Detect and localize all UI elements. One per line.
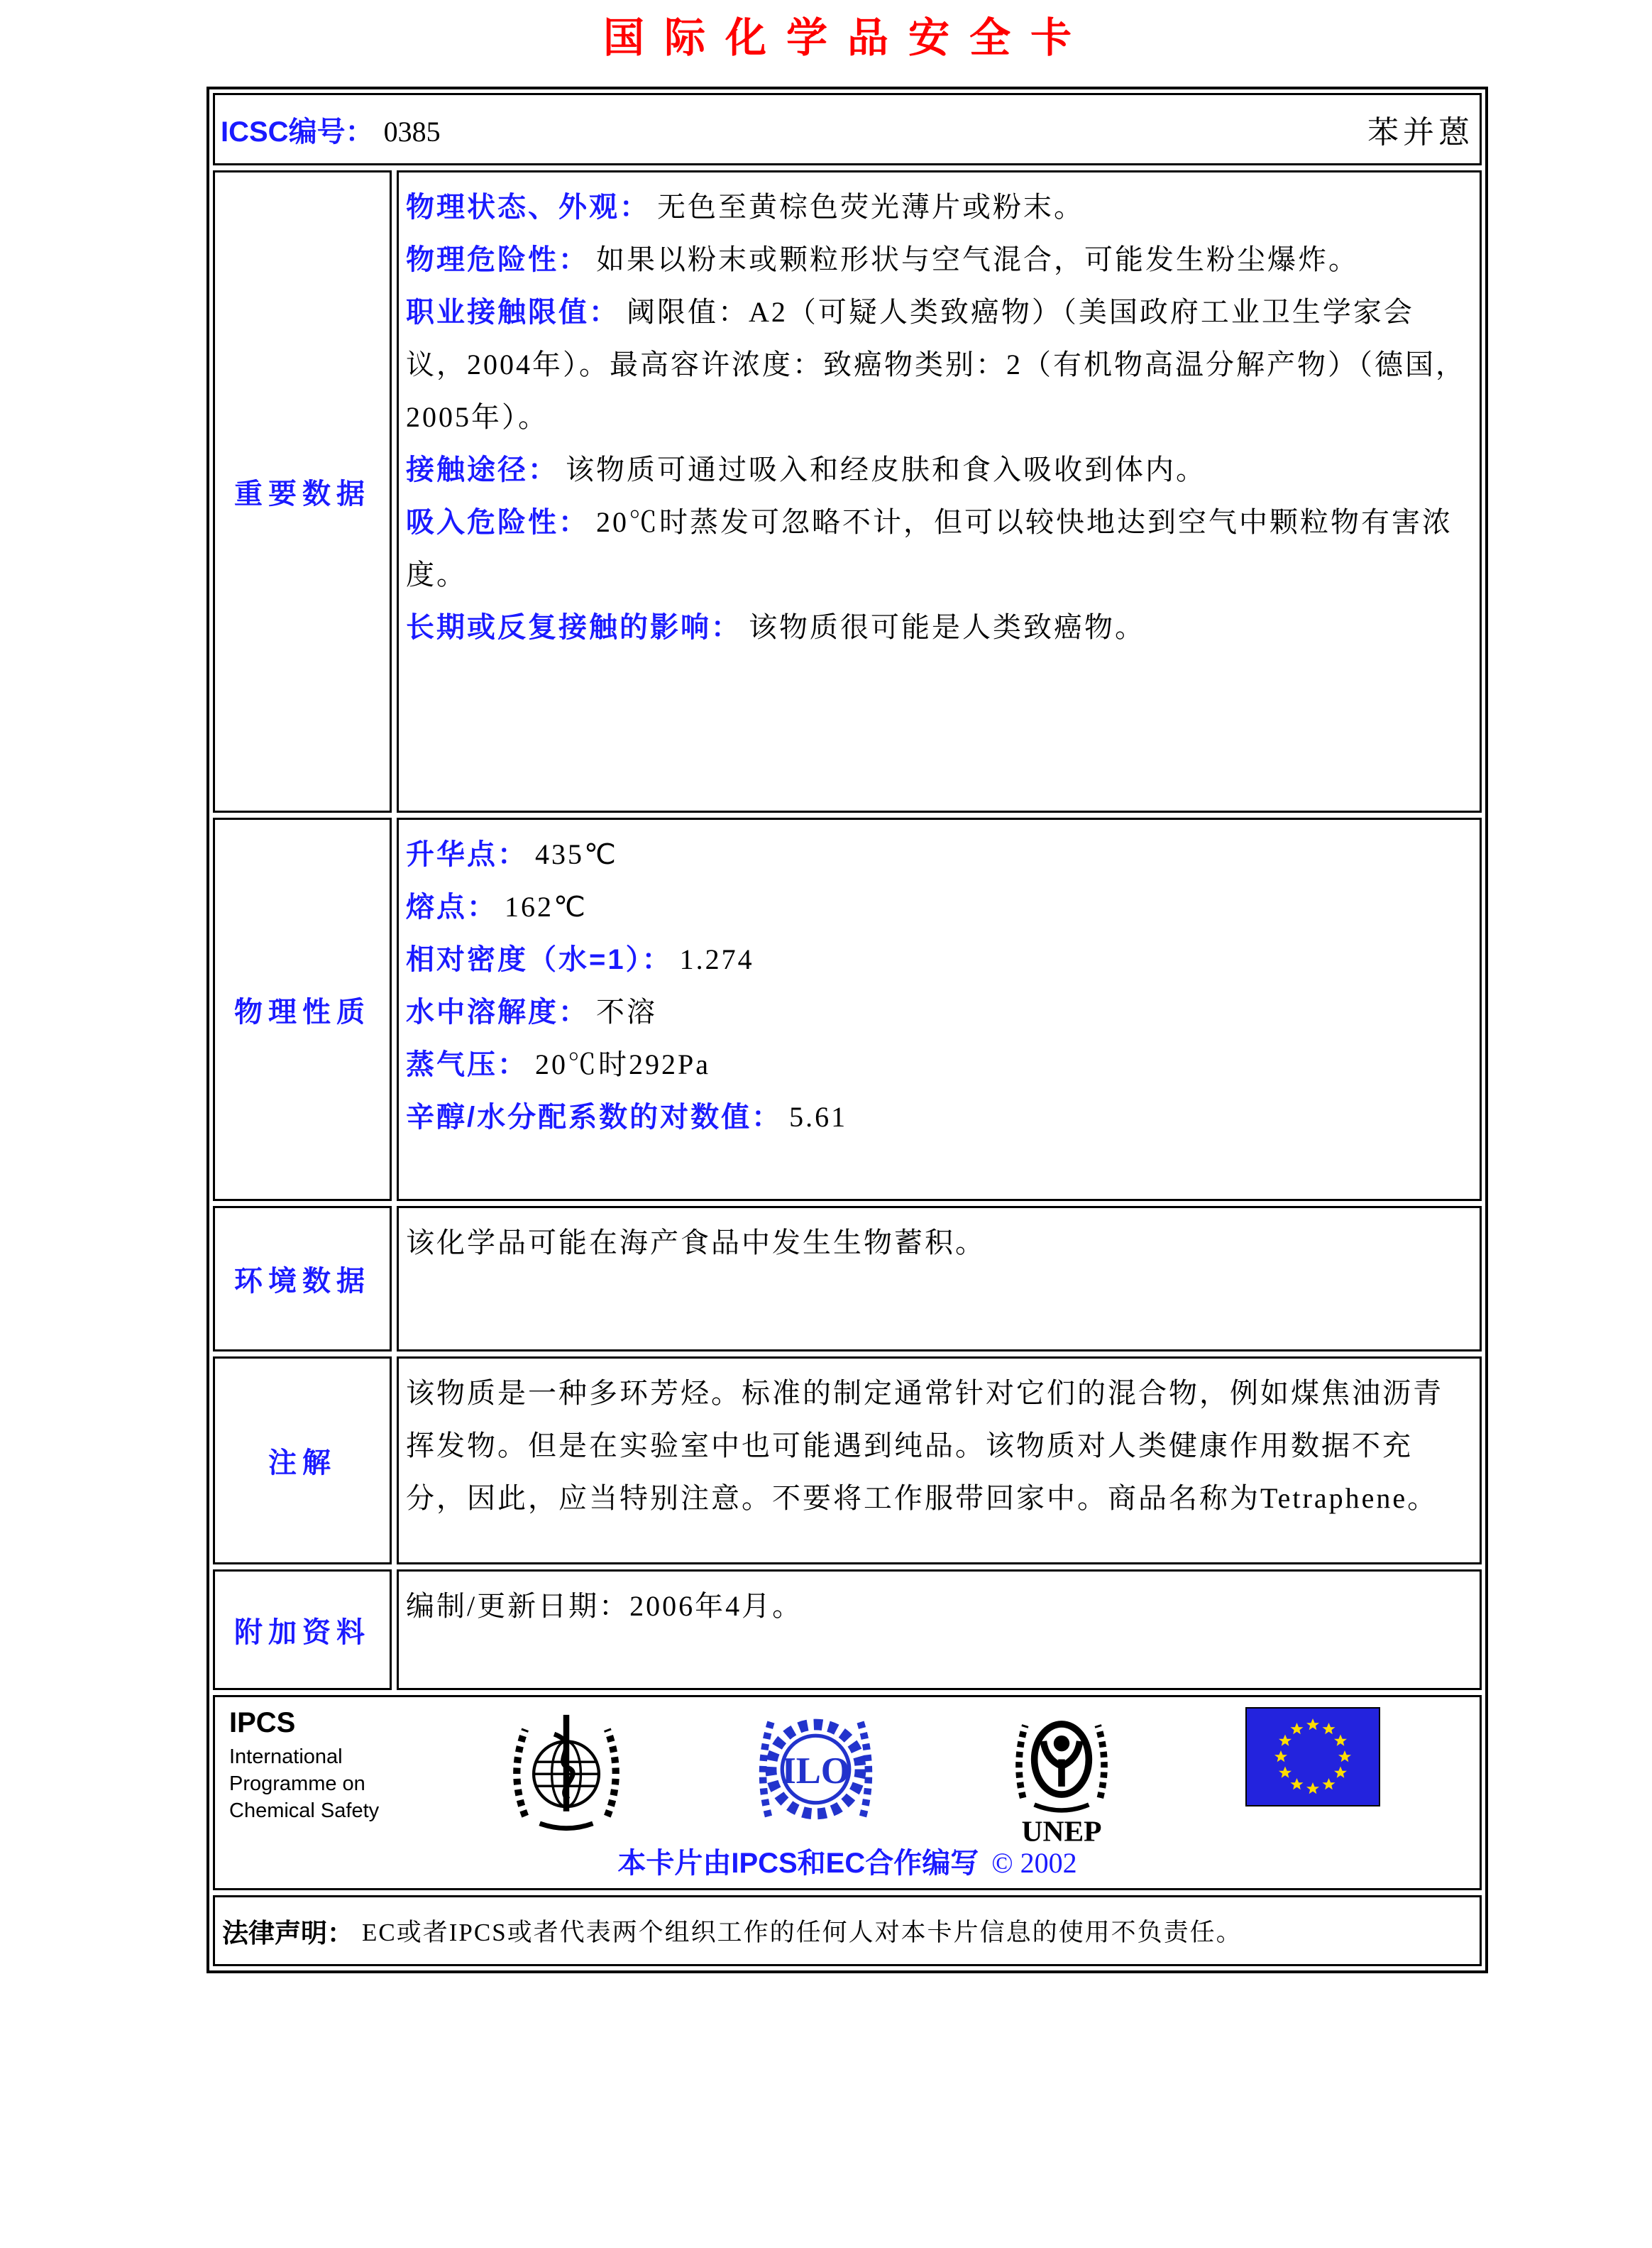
ilo-icon bbox=[754, 1707, 878, 1831]
field-label: 长期或反复接触的影响： bbox=[406, 612, 742, 643]
field-occupational-limits bbox=[406, 286, 1471, 444]
notes-text: 该物质是一种多环芳烃。标准的制定通常针对它们的混合物，例如煤焦油沥青挥发物。但是在实验室中也可能遇到纯品。该物质对人类健康作用数据不充分，因此，应当特别注意。不要将工作服带回家中。商品名称为Tetraphene。 bbox=[406, 1377, 1443, 1514]
who-icon bbox=[506, 1707, 627, 1838]
field-label: 熔点： bbox=[406, 892, 497, 923]
section-content-additional-info bbox=[397, 1569, 1482, 1690]
field-value: 435℃ bbox=[535, 838, 618, 870]
icsc-number-label: ICSC编号： bbox=[221, 116, 374, 148]
field-octanol-water bbox=[406, 1091, 1471, 1144]
field-label: 水中溶解度： bbox=[406, 997, 589, 1028]
icsc-number-value: 0385 bbox=[383, 115, 441, 148]
credit-text: 本卡片由IPCS和EC合作编写 bbox=[617, 1848, 979, 1879]
additional-info-text: 编制/更新日期：2006年4月。 bbox=[406, 1590, 803, 1622]
field-value: 5.61 bbox=[789, 1101, 848, 1133]
ipcs-line1: International bbox=[229, 1745, 343, 1768]
field-value: 该物质很可能是人类致癌物。 bbox=[749, 611, 1145, 643]
section-environmental-data bbox=[213, 1206, 1482, 1351]
copyright-text: © 2002 bbox=[991, 1847, 1077, 1879]
field-label: 升华点： bbox=[406, 839, 528, 870]
legal-row bbox=[213, 1895, 1482, 1966]
section-label-important-data: 重要数据 bbox=[213, 170, 392, 813]
chemical-name: 苯并蒽 bbox=[1367, 115, 1474, 150]
field-label: 物理状态、外观： bbox=[406, 192, 650, 223]
unep-caption: UNEP bbox=[1021, 1814, 1102, 1846]
safety-card bbox=[206, 87, 1488, 1973]
section-content-environmental-data bbox=[397, 1206, 1482, 1351]
ipcs-line2: Programme on bbox=[229, 1772, 365, 1795]
field-physical-state bbox=[406, 181, 1471, 234]
field-relative-density bbox=[406, 933, 1471, 986]
field-label: 物理危险性： bbox=[406, 244, 589, 275]
field-exposure-routes bbox=[406, 444, 1471, 496]
field-value: 不溶 bbox=[596, 996, 657, 1028]
page-title: 国际化学品安全卡 bbox=[602, 15, 1091, 61]
field-sublimation-point bbox=[406, 828, 1471, 881]
section-label-additional-info: 附加资料 bbox=[213, 1569, 392, 1690]
section-label-environmental-data: 环境数据 bbox=[213, 1206, 392, 1351]
field-water-solubility bbox=[406, 986, 1471, 1038]
field-vapor-pressure bbox=[406, 1038, 1471, 1091]
environmental-data-text: 该化学品可能在海产食品中发生生物蓄积。 bbox=[406, 1227, 986, 1259]
ipcs-acronym: IPCS bbox=[229, 1707, 296, 1738]
section-label-physical-properties: 物理性质 bbox=[213, 818, 392, 1201]
icsc-number-group bbox=[221, 109, 441, 150]
section-important-data bbox=[213, 170, 1482, 813]
section-physical-properties bbox=[213, 818, 1482, 1201]
section-content-physical-properties bbox=[397, 818, 1482, 1201]
field-value: 20℃时蒸发可忽略不计，但可以较快地达到空气中颗粒物有害浓度。 bbox=[406, 506, 1453, 591]
field-value: 无色至黄棕色荧光薄片或粉末。 bbox=[657, 191, 1084, 223]
field-label: 吸入危险性： bbox=[406, 507, 589, 538]
section-additional-info bbox=[213, 1569, 1482, 1690]
field-melting-point bbox=[406, 881, 1471, 933]
field-value: 1.274 bbox=[679, 943, 754, 975]
legal-text: EC或者IPCS或者代表两个组织工作的任何人对本卡片信息的使用不负责任。 bbox=[362, 1919, 1243, 1946]
eu-flag-icon bbox=[1245, 1707, 1380, 1806]
field-label: 接触途径： bbox=[406, 454, 558, 486]
field-longterm-effects bbox=[406, 601, 1471, 654]
section-content-important-data bbox=[397, 170, 1482, 813]
field-label: 相对密度（水=1）： bbox=[406, 944, 673, 975]
field-value: 162℃ bbox=[505, 891, 588, 923]
field-value: 如果以粉末或颗粒形状与空气混合，可能发生粉尘爆炸。 bbox=[596, 243, 1359, 275]
field-label: 职业接触限值： bbox=[406, 297, 620, 328]
credit-line bbox=[215, 1841, 1480, 1881]
section-content-notes bbox=[397, 1356, 1482, 1564]
unep-icon bbox=[1005, 1707, 1118, 1846]
field-value: 该物质可通过吸入和经皮肤和食入吸收到体内。 bbox=[566, 454, 1206, 486]
section-notes bbox=[213, 1356, 1482, 1564]
ipcs-line3: Chemical Safety bbox=[229, 1799, 380, 1822]
field-value: 20℃时292Pa bbox=[535, 1048, 710, 1080]
footer-row bbox=[213, 1695, 1482, 1890]
field-label: 辛醇/水分配系数的对数值： bbox=[406, 1102, 783, 1133]
field-physical-danger bbox=[406, 234, 1471, 286]
header-row bbox=[213, 93, 1482, 165]
ilo-letters: ILO bbox=[781, 1750, 850, 1792]
field-inhalation-risk bbox=[406, 496, 1471, 601]
section-label-notes: 注解 bbox=[213, 1356, 392, 1564]
legal-label: 法律声明： bbox=[222, 1919, 353, 1948]
field-value: 阈限值：A2（可疑人类致癌物）（美国政府工业卫生学家会议，2004年）。最高容许浓度：致癌物类别：2（有机物高温分解产物）（德国，2005年）。 bbox=[406, 296, 1466, 433]
field-label: 蒸气压： bbox=[406, 1049, 528, 1080]
